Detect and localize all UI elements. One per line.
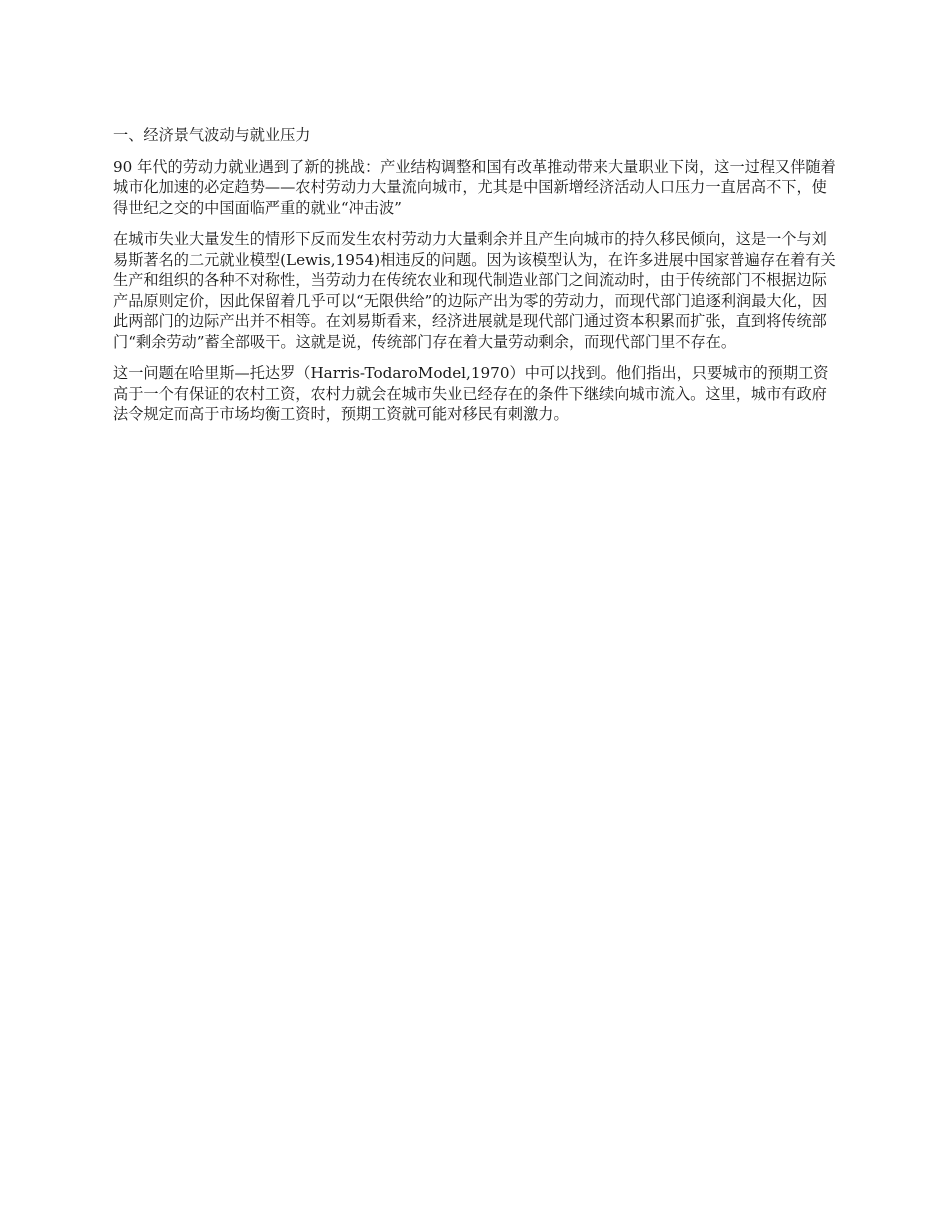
paragraph-lewis-model: 在城市失业大量发生的情形下反而发生农村劳动力大量剩余并且产生向城市的持久移民倾向，这是一个与刘易斯著名的二元就业模型(Lewis,1954)相违反的问题。因为该模型认为，在许多进展中国家普遍存在着有关生产和组织的各种不对称性，当劳动力在传统农业和现代制造业部门之间流动时，由于传统部门不根据边际产品原则定价，因此保留着几乎可以“无限供给”的边际产出为零的劳动力，而现代部门追逐利润最大化，因此两部门的边际产出并不相等。在刘易斯看来，经济进展就是现代部门通过资本积累而扩张，直到将传统部门“剩余劳动”蓄全部吸干。这就是说，传统部门存在着大量劳动剩余，而现代部门里不存在。 [113, 230, 836, 351]
document-page [113, 125, 840, 436]
paragraph-employment-challenge: 90 年代的劳动力就业遇到了新的挑战：产业结构调整和国有改革推动带来大量职业下岗，这一过程又伴随着城市化加速的必定趋势——农村劳动力大量流向城市，尤其是中国新增经济活动人口压力一直居高不下，使得世纪之交的中国面临严重的就业“冲击波” [113, 157, 836, 217]
paragraph-harris-todaro-model: 这一问题在哈里斯—托达罗（Harris-TodaroModel,1970）中可以找到。他们指出，只要城市的预期工资高于一个有保证的农村工资，农村力就会在城市失业已经存在的条件下继续向城市流入。这里，城市有政府法令规定而高于市场均衡工资时，预期工资就可能对移民有刺激力。 [113, 364, 829, 423]
section-heading: 一、经济景气波动与就业压力 [113, 126, 311, 144]
